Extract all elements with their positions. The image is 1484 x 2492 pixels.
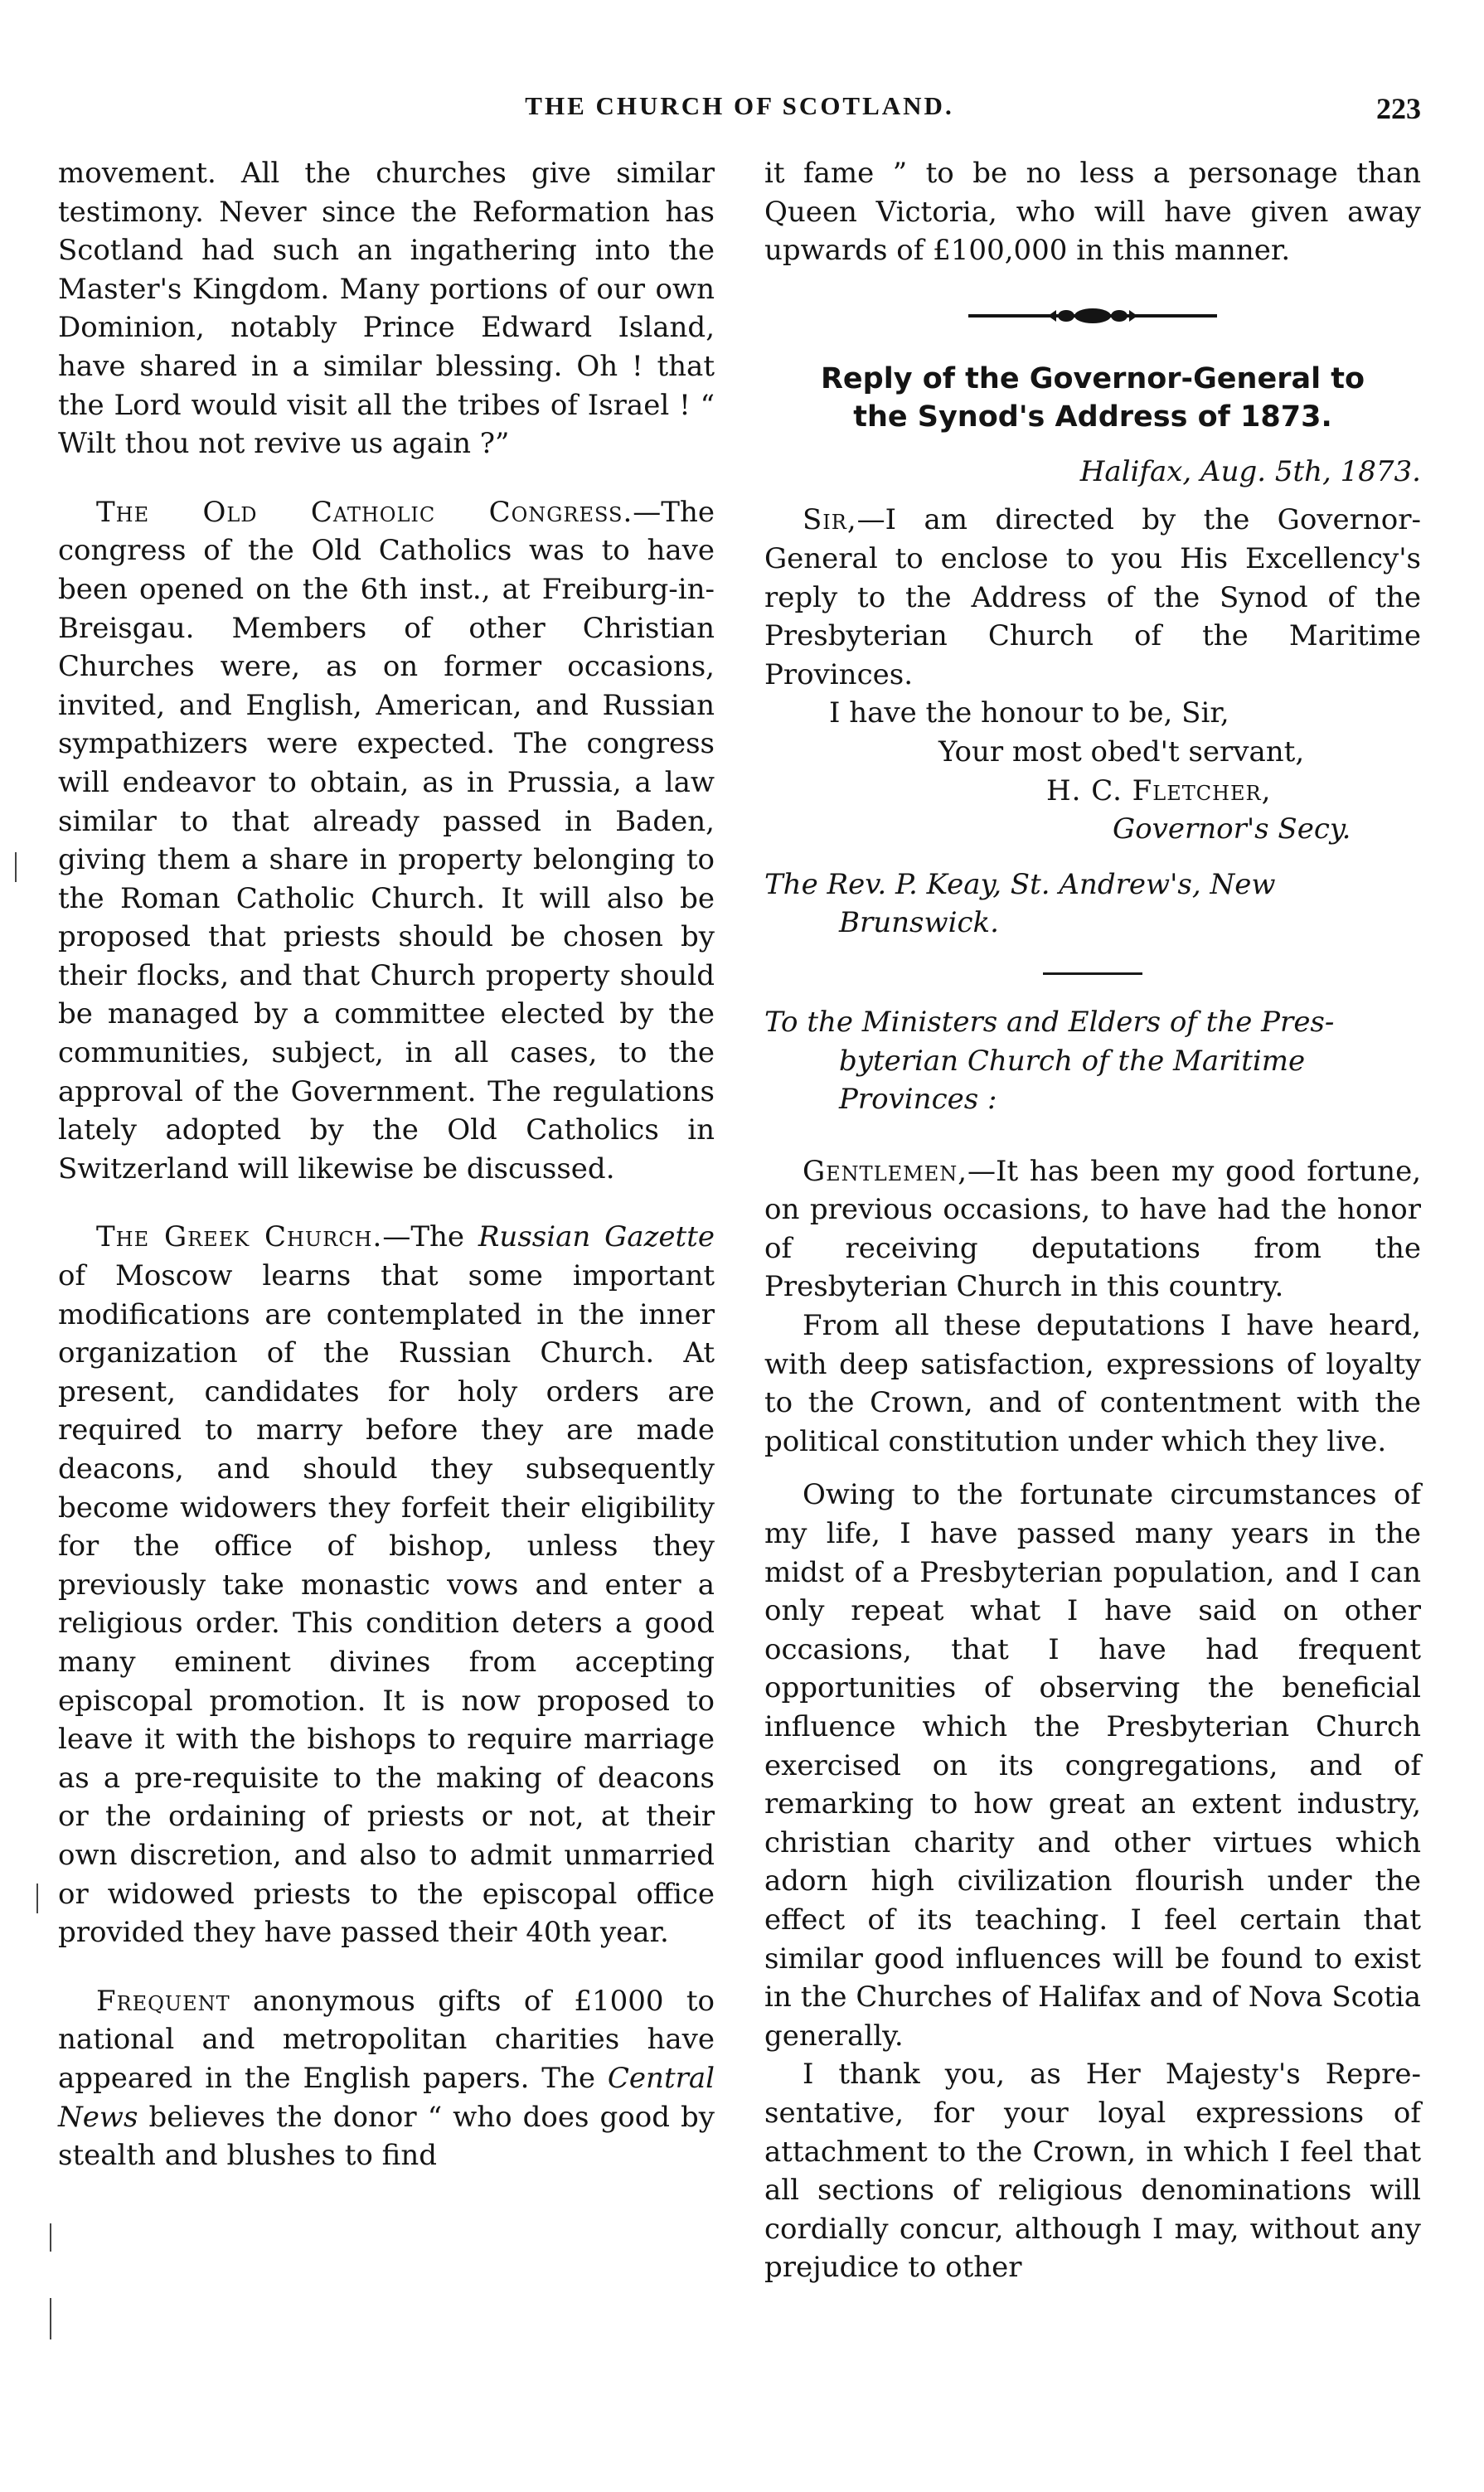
closing-line-1: I have the honour to be, Sir, (829, 696, 1229, 730)
page-number: 223 (1376, 92, 1421, 125)
margin-mark (50, 2298, 51, 2339)
left-column (58, 154, 715, 2287)
reply-paragraph-3: Owing to the fortunate circumstances of my life, I have passed many years in the midst of a Presbyterian population, and I can only repeat what I have said on other occasions, that I have had frequent opportunities of observing the beneficial influence which the Presbyterian Church exercised on its congregations, and of remarking to how great an extent industry, christian charity and other virtues which adorn high civilization flourish under the effect of its teaching. I feel certain that similar good influences will be found to exist in the Churches of Halifax and of Nova Scotia generally. (764, 1478, 1421, 2053)
reply-heading-line-1: Reply of the Governor-General to (820, 361, 1365, 395)
running-title: THE CHURCH OF SCOTLAND. (525, 91, 954, 120)
addressee-line: To the Ministers and Elders of the Presbyterian Church of the Maritime Provinces : (764, 1005, 1335, 1117)
reply-heading (764, 360, 1421, 436)
dateline: Halifax, Aug. 5th, 1873. (1079, 454, 1421, 488)
frequent-gifts-paragraph (58, 1982, 715, 2175)
reply-paragraph-1 (764, 1152, 1421, 1307)
margin-mark (15, 852, 17, 882)
reply-paragraph-4: I thank you, as Her Majesty's Representative, for your loyal expressions of attachment to the Crown, in which I feel that all sections of religious denominations will cordially concur, although I may, without any prejudice to other (764, 2058, 1421, 2285)
reply-body-1: —It has been my good fortune, on previous occasions, to have had the honor of receiving deputations from the Presbyterian Church in this country. (764, 1154, 1421, 1304)
letter-salutation: Sir, (803, 503, 857, 537)
greek-church-paragraph (58, 1218, 715, 1951)
reply-heading-line-2: the Synod's Address of 1873. (853, 400, 1332, 434)
signer-name: H. C. Fletcher, (1046, 773, 1272, 807)
right-column (764, 154, 1421, 2287)
recipient-line: The Rev. P. Keay, St. Andrew's, New Brunswick. (764, 867, 1276, 940)
frequent-body-a: anonymous gifts of £1000 to national and metropolitan charities have appeared in the English papers. The (58, 1984, 715, 2095)
movement-paragraph: movement. All the churches give similar testimony. Never since the Reformation has Scotland had such an ingathering into the Master's Kingdom. Many portions of our own Dominion, notably Prince Edward Island, have shared in a similar blessing. Oh ! that the Lord would visit all the tribes of Israel ! “ Wilt thou not revive us again ?” (58, 157, 715, 461)
frequent-lead: Frequent (96, 1984, 230, 2018)
text-columns (58, 154, 1421, 2287)
margin-mark (36, 1884, 38, 1913)
closing-line-2: Your most obed't servant, (938, 735, 1305, 768)
frequent-body-b: believes the donor “ who does good by stealth and blushes to find (58, 2100, 715, 2173)
margin-mark (50, 2223, 51, 2252)
page-header (58, 91, 1421, 138)
signer-title: Governor's Secy. (1113, 812, 1351, 846)
section-rule (1043, 972, 1142, 975)
greek-church-body-a: —The (382, 1220, 478, 1254)
ornament-divider-icon (968, 305, 1217, 327)
reply-paragraph-2: From all these deputations I have heard, with deep satisfaction, expressions of loyalty to the Crown, and of contentment with the political constitution under which they live. (764, 1309, 1421, 1458)
central-news-title: Central News (58, 2061, 715, 2134)
continuation-paragraph: it fame ” to be no less a personage than Queen Victoria, who will have given away upwards of £100,000 in this manner. (764, 157, 1421, 268)
greek-church-body-b: of Moscow learns that some important modifications are contemplated in the inner organization of the Russian Church. At present, candidates for holy orders are required to marry before they are made deacons, and should they subsequently become widowers they forfeit their eligibility for the office of bishop, unless they previously take monastic vows and enter a religious order. This condition deters a good many eminent divines from accepting episcopal promotion. It is now proposed to leave it with the bishops to require marriage as a pre-requisite to the making of deacons or the ordaining of priests or not, at their own discretion, and also to admit unmarried or widowed priests to the episcopal office provided they have passed their 40th year. (58, 1259, 715, 1950)
russian-gazette-title: Russian Gazette (478, 1220, 715, 1254)
greek-church-heading: The Greek Church. (96, 1220, 383, 1254)
old-catholic-body: —The congress of the Old Catholics was to have been opened on the 6th inst., at Freiburg-in-Breisgau. Members of other Christian Churches were, as on former occasions, invited, and English, American, and Russian sympathizers were expected. The congress will endeavor to obtain, as in Prussia, a law similar to that already passed in Baden, giving them a share in property belonging to the Roman Catholic Church. It will also be proposed that priests should be chosen by their flocks, and that Church property should be managed by a committee elected by the communities, subject, in all cases, to the approval of the Government. The regulations lately adopted by the Old Catholics in Switzerland will likewise be discussed. (58, 495, 715, 1185)
old-catholic-heading: The Old Catholic Congress. (96, 495, 633, 529)
letter-body: —I am directed by the Governor-General to enclose to you His Excellency's reply to the Address of the Synod of the Presbyterian Church of the Maritime Provinces. (764, 503, 1421, 691)
reply-salutation: Gentlemen, (803, 1154, 968, 1188)
old-catholic-paragraph (58, 493, 715, 1189)
cover-letter-paragraph (764, 501, 1421, 694)
